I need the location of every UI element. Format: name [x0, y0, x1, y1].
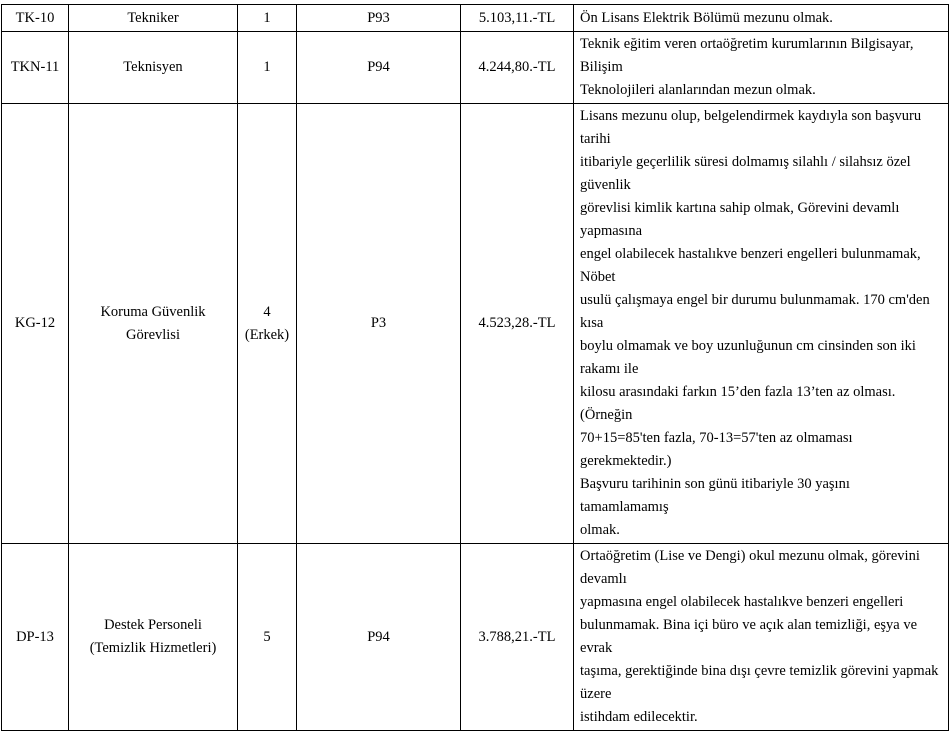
- position-count: 5: [238, 544, 297, 731]
- position-count: 4 (Erkek): [238, 104, 297, 544]
- position-salary: 4.244,80.-TL: [461, 32, 574, 104]
- position-code: KG-12: [2, 104, 69, 544]
- position-requirements: Lisans mezunu olup, belgelendirmek kaydıyla son başvuru tarihi itibariyle geçerlilik süresi dolmamış silahlı / silahsız özel güvenlik görevlisi kimlik kartına sahip olmak, Görevini devamlı yapmasına engel olabilecek hastalıkve benzeri engelleri bulunmamak, Nöbet usulü çalışmaya engel bir durumu bulunmamak. 170 cm'den kısa boylu olmamak ve boy uzunluğunun cm cinsinden son iki rakamı ile kilosu arasındaki farkın 15’den fazla 13’ten az olması. (Örneğin 70+15=85'ten fazla, 70-13=57'ten az olmaması gerekmektedir.) Başvuru tarihinin son günü itibariyle 30 yaşını tamamlamamış olmak.: [574, 104, 949, 544]
- position-title: Tekniker: [69, 5, 238, 32]
- position-requirements: Ortaöğretim (Lise ve Dengi) okul mezunu olmak, görevini devamlı yapmasına engel olabilecek hastalıkve benzeri engelleri bulunmamak. Bina içi büro ve açık alan temizliği, eşya ve evrak taşıma, gerektiğinde bina dışı çevre temizlik görevini yapmak üzere istihdam edilecektir.: [574, 544, 949, 731]
- table-row: [2, 32, 949, 104]
- position-requirements: Teknik eğitim veren ortaöğretim kurumlarının Bilgisayar, Bilişim Teknolojileri alanlarından mezun olmak.: [574, 32, 949, 104]
- position-code: TK-10: [2, 5, 69, 32]
- table-row: [2, 104, 949, 544]
- position-grade: P94: [297, 544, 461, 731]
- position-count: 1: [238, 32, 297, 104]
- position-code: DP-13: [2, 544, 69, 731]
- position-grade: P94: [297, 32, 461, 104]
- position-grade: P3: [297, 104, 461, 544]
- position-salary: 5.103,11.-TL: [461, 5, 574, 32]
- position-title: Koruma Güvenlik Görevlisi: [69, 104, 238, 544]
- position-count: 1: [238, 5, 297, 32]
- position-title: Destek Personeli (Temizlik Hizmetleri): [69, 544, 238, 731]
- position-salary: 4.523,28.-TL: [461, 104, 574, 544]
- position-title: Teknisyen: [69, 32, 238, 104]
- position-requirements: Ön Lisans Elektrik Bölümü mezunu olmak.: [574, 5, 949, 32]
- position-code: TKN-11: [2, 32, 69, 104]
- position-salary: 3.788,21.-TL: [461, 544, 574, 731]
- table-row: [2, 5, 949, 32]
- table-row: [2, 544, 949, 731]
- position-grade: P93: [297, 5, 461, 32]
- job-positions-table: [1, 4, 949, 731]
